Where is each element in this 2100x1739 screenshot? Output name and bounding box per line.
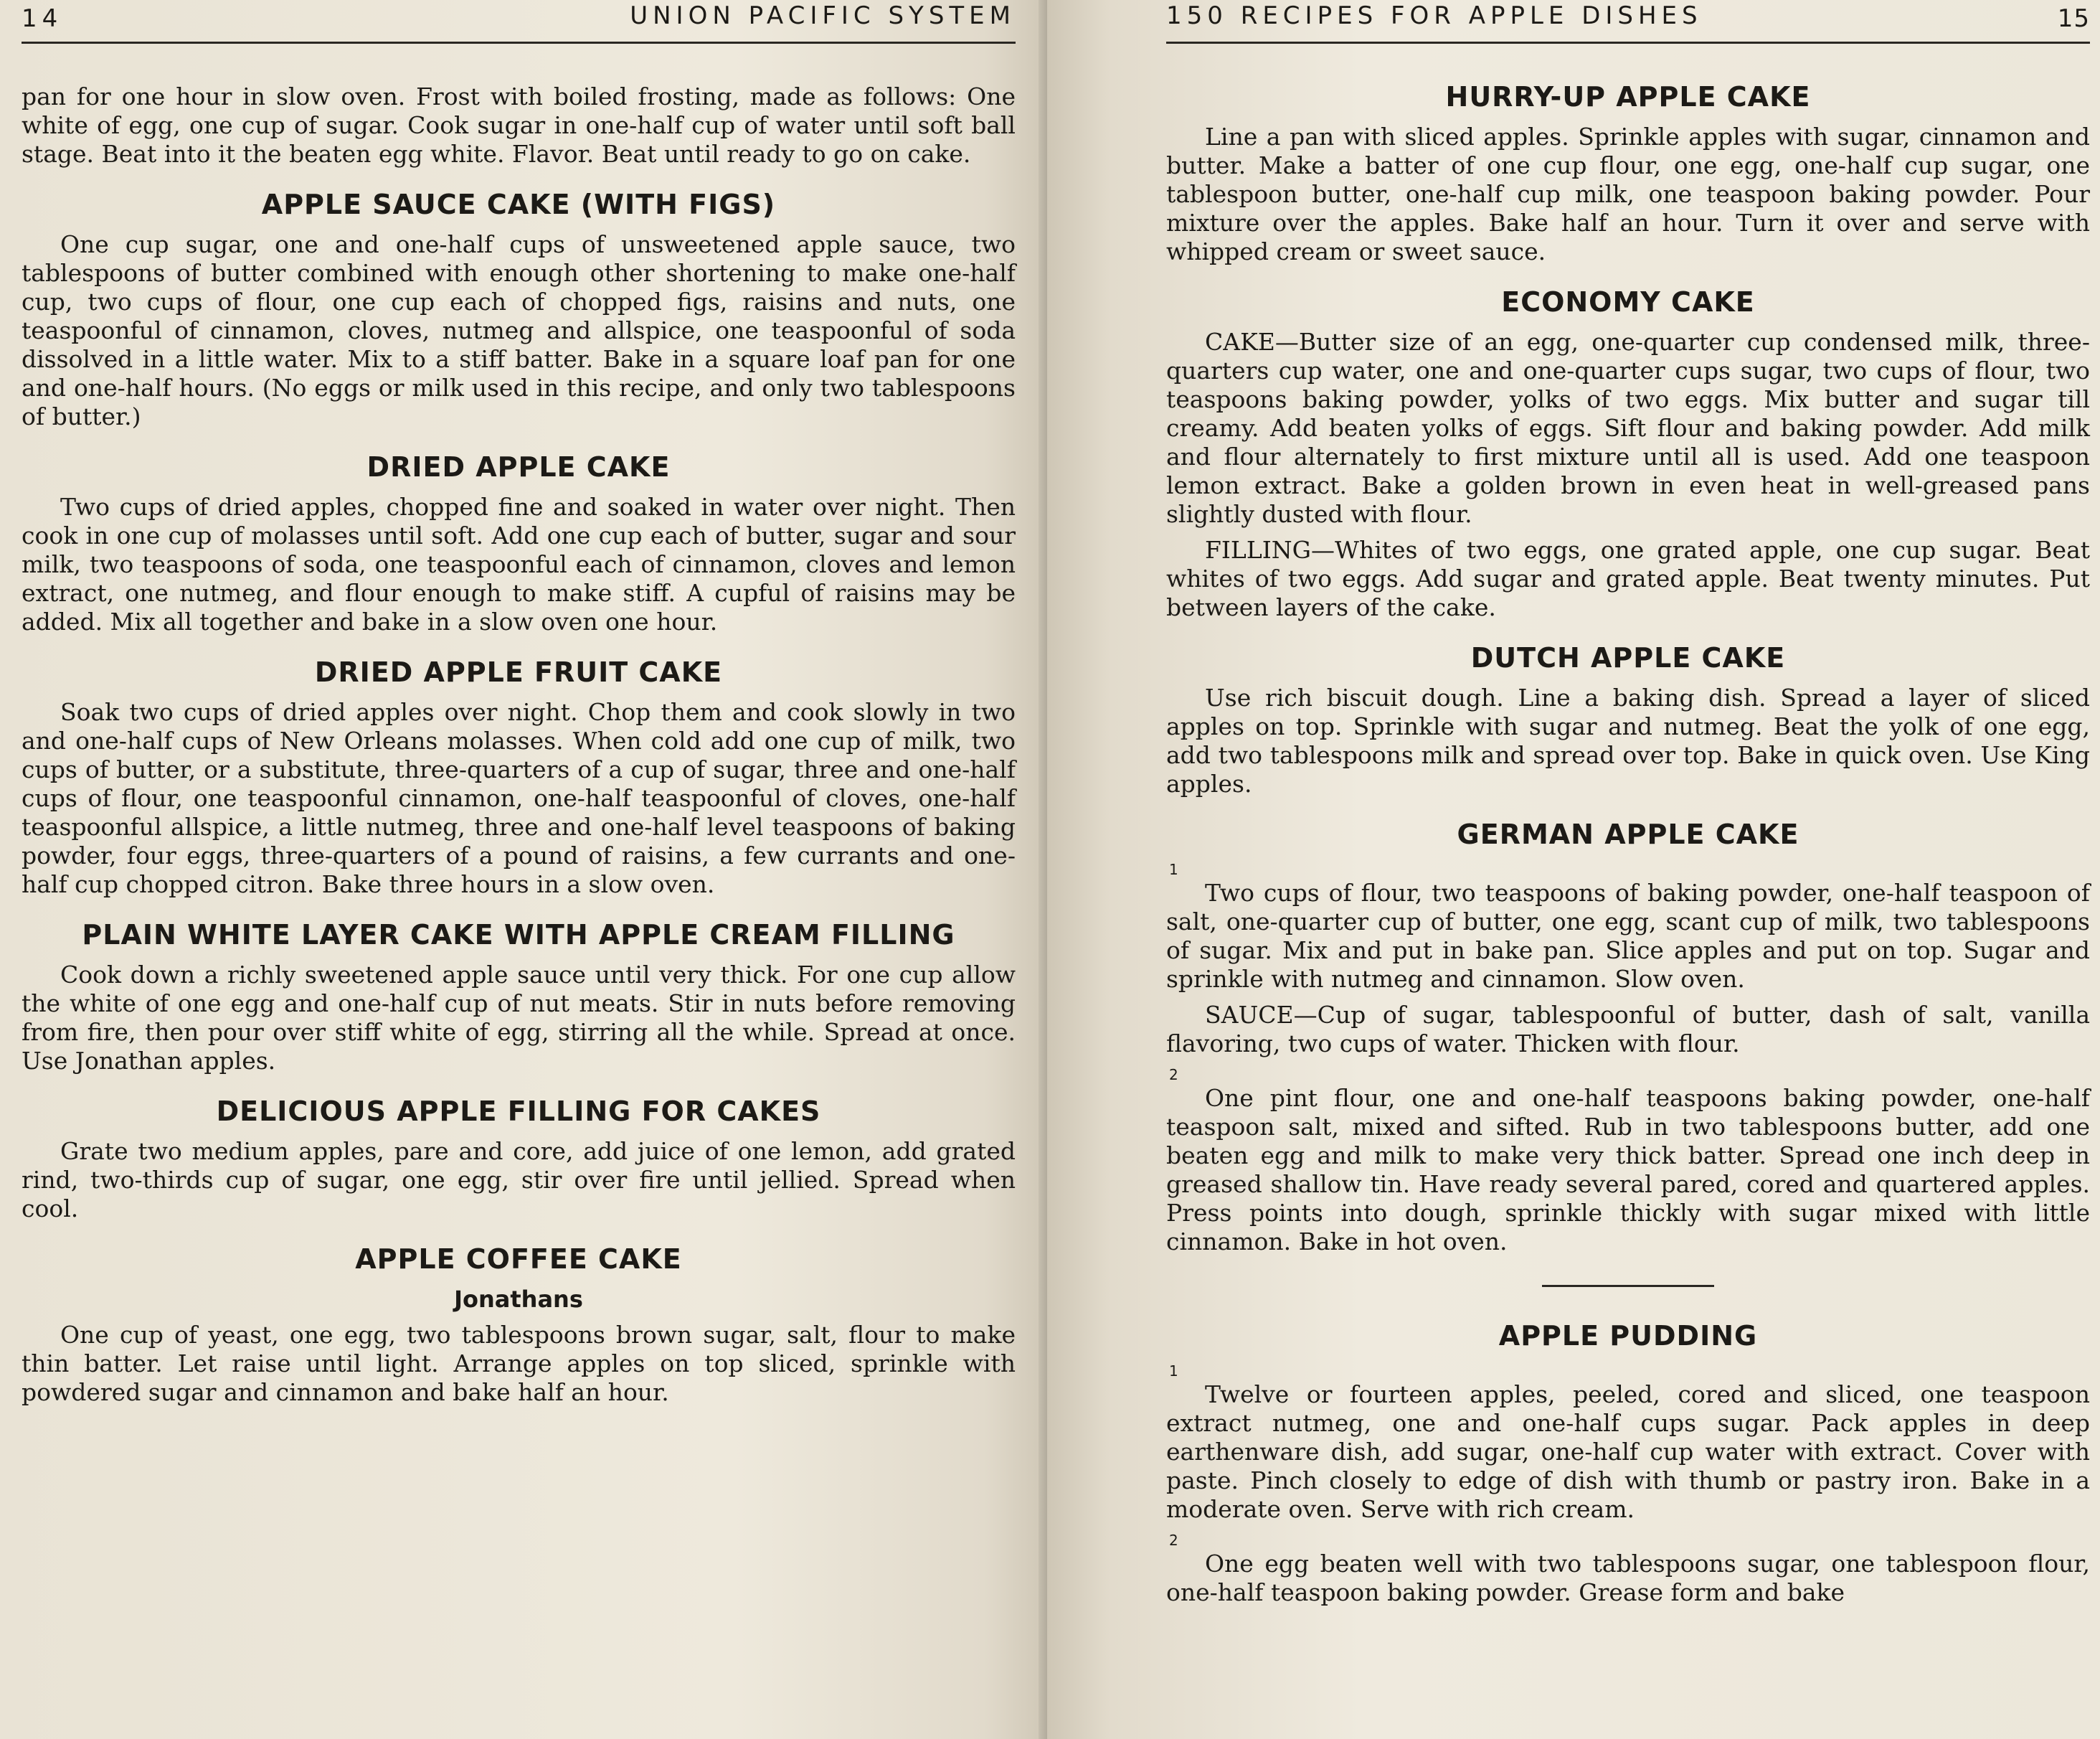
recipe-text-economy-cake-cake: CAKE—Butter size of an egg, one-quarter cup condensed milk, three-quarters cup water, one and one-quarter cups sugar, two cups of flour, two teaspoons baking powder, yolks of two eggs. Mix butter and sugar till creamy. Add beaten yolks of eggs. Sift flour and baking powder. Add milk and flour alternately to first mixture until all is used. Add one teaspoon lemon extract. Bake a golden brown in even heat in well-greased pans slightly dusted with flour.: [1166, 328, 2090, 528]
continuation-text: pan for one hour in slow oven. Frost with boiled frosting, made as follows: One white of egg, one cup of sugar. Cook sugar in one-half cup of water until soft ball stage. Beat into it the beaten egg white. Flavor. Beat until ready to go on cake.: [22, 83, 1016, 168]
recipe-variant-marker-1: 1: [1169, 861, 1178, 878]
left-page: [0, 0, 1047, 1739]
recipe-text-economy-cake-filling: FILLING—Whites of two eggs, one grated apple, one cup sugar. Beat whites of two eggs. Add sugar and grated apple. Beat twenty minutes. Put between layers of the cake.: [1166, 536, 2090, 621]
section-divider-rule: [1542, 1285, 1714, 1287]
right-page: [1047, 0, 2100, 1739]
recipe-variant-marker-pudding-1: 1: [1169, 1362, 1178, 1380]
recipe-title-apple-coffee-cake: APPLE COFFEE CAKE: [355, 1243, 682, 1275]
recipe-subtitle-apple-coffee-cake: Jonathans: [454, 1286, 583, 1313]
recipe-text-dutch-apple-cake: Use rich biscuit dough. Line a baking dish. Spread a layer of sliced apples on top. Sprinkle with sugar and nutmeg. Beat the yolk of one egg, add two tablespoons milk and spread over top. Bake in quick oven. Use King apples.: [1166, 684, 2090, 798]
right-page-number: 15: [2057, 4, 2090, 33]
right-page-content: [1166, 44, 2090, 1607]
recipe-title-delicious-apple-filling: DELICIOUS APPLE FILLING FOR CAKES: [216, 1095, 821, 1127]
left-running-head-title: UNION PACIFIC SYSTEM: [630, 1, 1016, 30]
recipe-title-german-apple-cake: GERMAN APPLE CAKE: [1457, 819, 1799, 850]
left-running-header: [22, 0, 1016, 44]
recipe-title-hurry-up-apple-cake: HURRY-UP APPLE CAKE: [1445, 81, 1811, 113]
recipe-text-hurry-up-apple-cake: Line a pan with sliced apples. Sprinkle apples with sugar, cinnamon and butter. Make a batter of one cup flour, one egg, one-half cup sugar, one tablespoon butter, one-half cup milk, one teaspoon baking powder. Pour mixture over the apples. Bake half an hour. Turn it over and serve with whipped cream or sweet sauce.: [1166, 123, 2090, 265]
recipe-variant-marker-2: 2: [1169, 1066, 1178, 1083]
recipe-title-dried-apple-fruit-cake: DRIED APPLE FRUIT CAKE: [314, 656, 723, 688]
recipe-text-apple-sauce-cake: One cup sugar, one and one-half cups of unsweetened apple sauce, two tablespoons of butter combined with enough other shortening to make one-half cup, two cups of flour, one cup each of chopped figs, raisins and nuts, one teaspoonful of cinnamon, cloves, nutmeg and allspice, one teaspoonful of soda dissolved in a little water. Mix to a stiff batter. Bake in a square loaf pan for one and one-half hours. (No eggs or milk used in this recipe, and only two tablespoons of butter.): [22, 230, 1016, 430]
recipe-text-plain-white-layer-cake: Cook down a richly sweetened apple sauce until very thick. For one cup allow the white of one egg and one-half cup of nut meats. Stir in nuts before removing from fire, then pour over stiff white of egg, stirring all the while. Spread at once. Use Jonathan apples.: [22, 961, 1016, 1075]
left-page-content: [22, 44, 1016, 1407]
recipe-title-dried-apple-cake: DRIED APPLE CAKE: [366, 451, 671, 483]
left-page-number: 14: [22, 4, 63, 33]
recipe-title-economy-cake: ECONOMY CAKE: [1501, 286, 1755, 318]
right-running-header: [1166, 0, 2090, 44]
recipe-title-apple-sauce-cake: APPLE SAUCE CAKE (WITH FIGS): [261, 189, 776, 220]
recipe-text-german-apple-cake-2: One pint flour, one and one-half teaspoons baking powder, one-half teaspoon salt, mixed and sifted. Rub in two tablespoons butter, add one beaten egg and milk to make very thick batter. Spread one inch deep in greased shallow tin. Have ready several pared, cored and quartered apples. Press points into dough, sprinkle thickly with sugar mixed with little cinnamon. Bake in hot oven.: [1166, 1084, 2090, 1255]
recipe-text-dried-apple-fruit-cake: Soak two cups of dried apples over night. Chop them and cook slowly in two and one-half cups of New Orleans molasses. When cold add one cup of milk, two cups of butter, or a substitute, three-quarters of a cup of sugar, three and one-half cups of flour, one teaspoonful cinnamon, one-half teaspoonful of cloves, one-half teaspoonful allspice, a little nutmeg, three and one-half level teaspoons of baking powder, four eggs, three-quarters of a pound of raisins, a few currants and one-half cup chopped citron. Bake three hours in a slow oven.: [22, 698, 1016, 898]
recipe-title-apple-pudding: APPLE PUDDING: [1498, 1320, 1758, 1352]
recipe-text-dried-apple-cake: Two cups of dried apples, chopped fine and soaked in water over night. Then cook in one cup of molasses until soft. Add one cup each of butter, sugar and sour milk, two teaspoons of soda, one teaspoonful each of cinnamon, cloves and lemon extract, one nutmeg, and flour enough to make stiff. A cupful of raisins may be added. Mix all together and bake in a slow oven one hour.: [22, 493, 1016, 636]
recipe-title-plain-white-layer-cake: PLAIN WHITE LAYER CAKE WITH APPLE CREAM FILLING: [82, 919, 955, 951]
recipe-text-apple-pudding-1: Twelve or fourteen apples, peeled, cored and sliced, one teaspoon extract nutmeg, one and one-half cups sugar. Pack apples in deep earthenware dish, add sugar, one-half cup water with extract. Cover with paste. Pinch closely to edge of dish with thumb or pastry iron. Bake in a moderate oven. Serve with rich cream.: [1166, 1380, 2090, 1523]
recipe-variant-marker-pudding-2: 2: [1169, 1532, 1178, 1549]
recipe-title-dutch-apple-cake: DUTCH APPLE CAKE: [1470, 642, 1786, 674]
right-running-head-title: 150 RECIPES FOR APPLE DISHES: [1166, 1, 1703, 30]
recipe-text-german-apple-cake-1: Two cups of flour, two teaspoons of baking powder, one-half teaspoon of salt, one-quarter cup of butter, one egg, scant cup of milk, two tablespoons of sugar. Mix and put in bake pan. Slice apples and put on top. Sugar and sprinkle with nutmeg and cinnamon. Slow oven.: [1166, 879, 2090, 993]
recipe-text-apple-pudding-2: One egg beaten well with two tablespoons sugar, one tablespoon flour, one-half teaspoon baking powder. Grease form and bake: [1166, 1550, 2090, 1606]
recipe-text-delicious-apple-filling: Grate two medium apples, pare and core, add juice of one lemon, add grated rind, two-thirds cup of sugar, one egg, stir over fire until jellied. Spread when cool.: [22, 1137, 1016, 1222]
recipe-text-german-apple-cake-sauce: SAUCE—Cup of sugar, tablespoonful of butter, dash of salt, vanilla flavoring, two cups of water. Thicken with flour.: [1166, 1001, 2090, 1057]
recipe-text-apple-coffee-cake: One cup of yeast, one egg, two tablespoons brown sugar, salt, flour to make thin batter. Let raise until light. Arrange apples on top sliced, sprinkle with powdered sugar and cinnamon and bake half an hour.: [22, 1321, 1016, 1406]
